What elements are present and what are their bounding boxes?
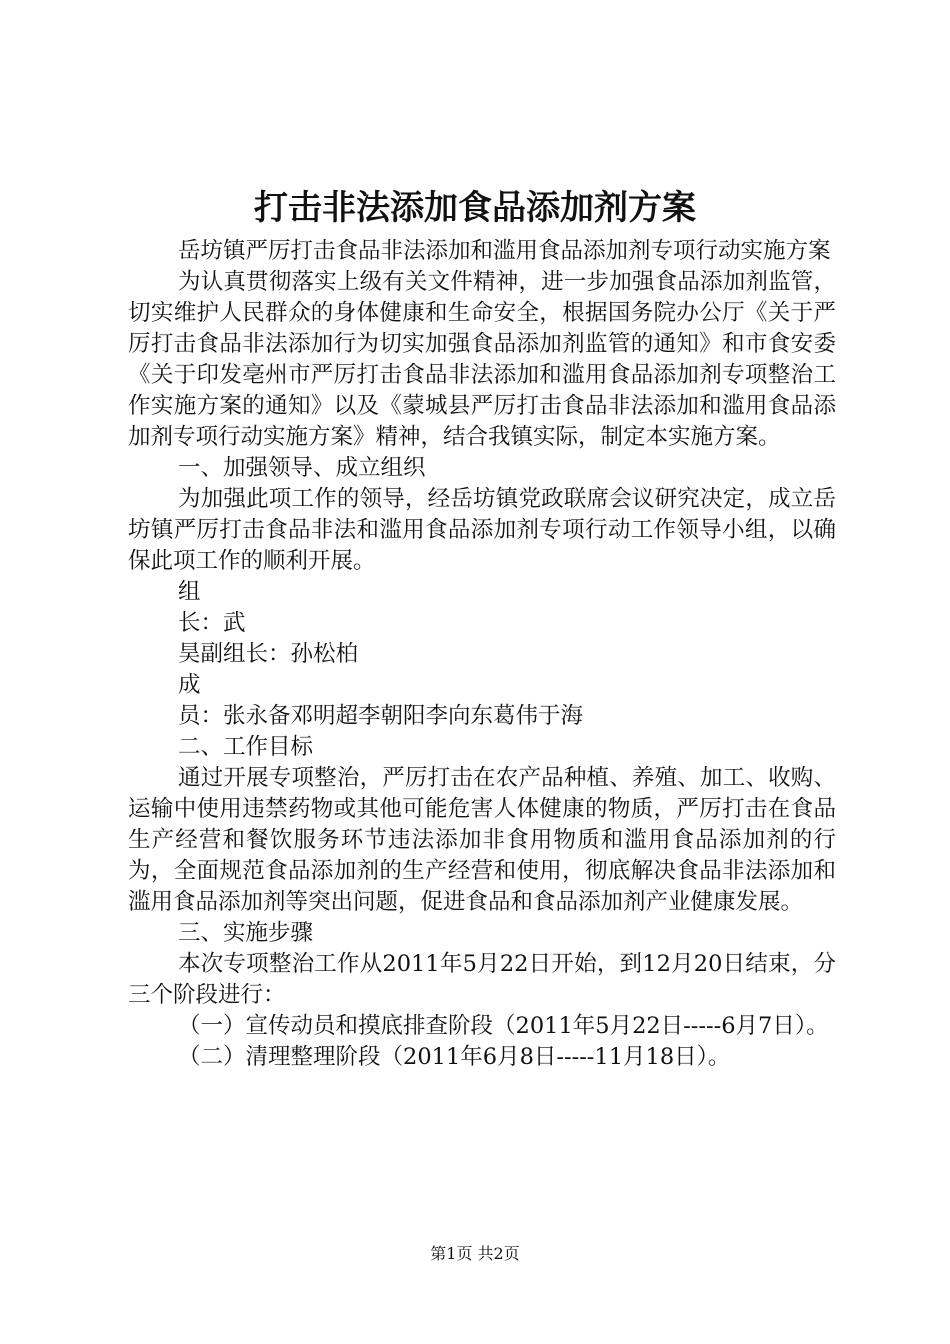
subtitle-paragraph: 岳坊镇严厉打击食品非法添加和滥用食品添加剂专项行动实施方案	[178, 238, 831, 264]
team-line: 昊副组长：孙松柏	[178, 641, 359, 667]
section-3-paragraph: 本次专项整治工作从2011年5月22日开始，到12月20日结束，分三个阶段进行：	[128, 951, 836, 1008]
team-line: 成	[178, 672, 201, 698]
section-heading-1: 一、加强领导、成立组织	[178, 455, 426, 481]
phase-line: （二）清理整理阶段（2011年6月8日-----11月18日）。	[178, 1044, 731, 1070]
section-heading-2: 二、工作目标	[178, 734, 314, 760]
section-2-paragraph: 通过开展专项整治，严厉打击在农产品种植、养殖、加工、收购、运输中使用违禁药物或其他可能危害人体健康的物质，严厉打击在食品生产经营和餐饮服务环节违法添加非食用物质和滥用食品添加剂的行为，全面规范食品添加剂的生产经营和使用，彻底解决食品非法添加和滥用食品添加剂等突出问题，促进食品和食品添加剂产业健康发展。	[128, 765, 836, 915]
document-body	[128, 236, 836, 1073]
team-line: 长：武	[178, 610, 246, 636]
intro-paragraph: 为认真贯彻落实上级有关文件精神，进一步加强食品添加剂监管，切实维护人民群众的身体健康和生命安全，根据国务院办公厅《关于严厉打击食品非法添加行为切实加强食品添加剂监管的通知》和市食安委《关于印发亳州市严厉打击食品非法添加和滥用食品添加剂专项整治工作实施方案的通知》以及《蒙城县严厉打击食品非法添加和滥用食品添加剂专项行动实施方案》精神，结合我镇实际，制定本实施方案。	[128, 269, 836, 450]
section-heading-3: 三、实施步骤	[178, 920, 314, 946]
team-line: 员：张永备邓明超李朝阳李向东葛伟于海	[178, 703, 584, 729]
section-1-paragraph: 为加强此项工作的领导，经岳坊镇党政联席会议研究决定，成立岳坊镇严厉打击食品非法和滥用食品添加剂专项行动工作领导小组，以确保此项工作的顺利开展。	[128, 486, 836, 574]
page-footer: 第1页 共2页	[430, 1244, 520, 1263]
team-line: 组	[178, 579, 201, 605]
phase-line: （一）宣传动员和摸底排查阶段（2011年5月22日-----6月7日）。	[178, 1013, 829, 1039]
page-title: 打击非法添加食品添加剂方案	[254, 188, 696, 228]
